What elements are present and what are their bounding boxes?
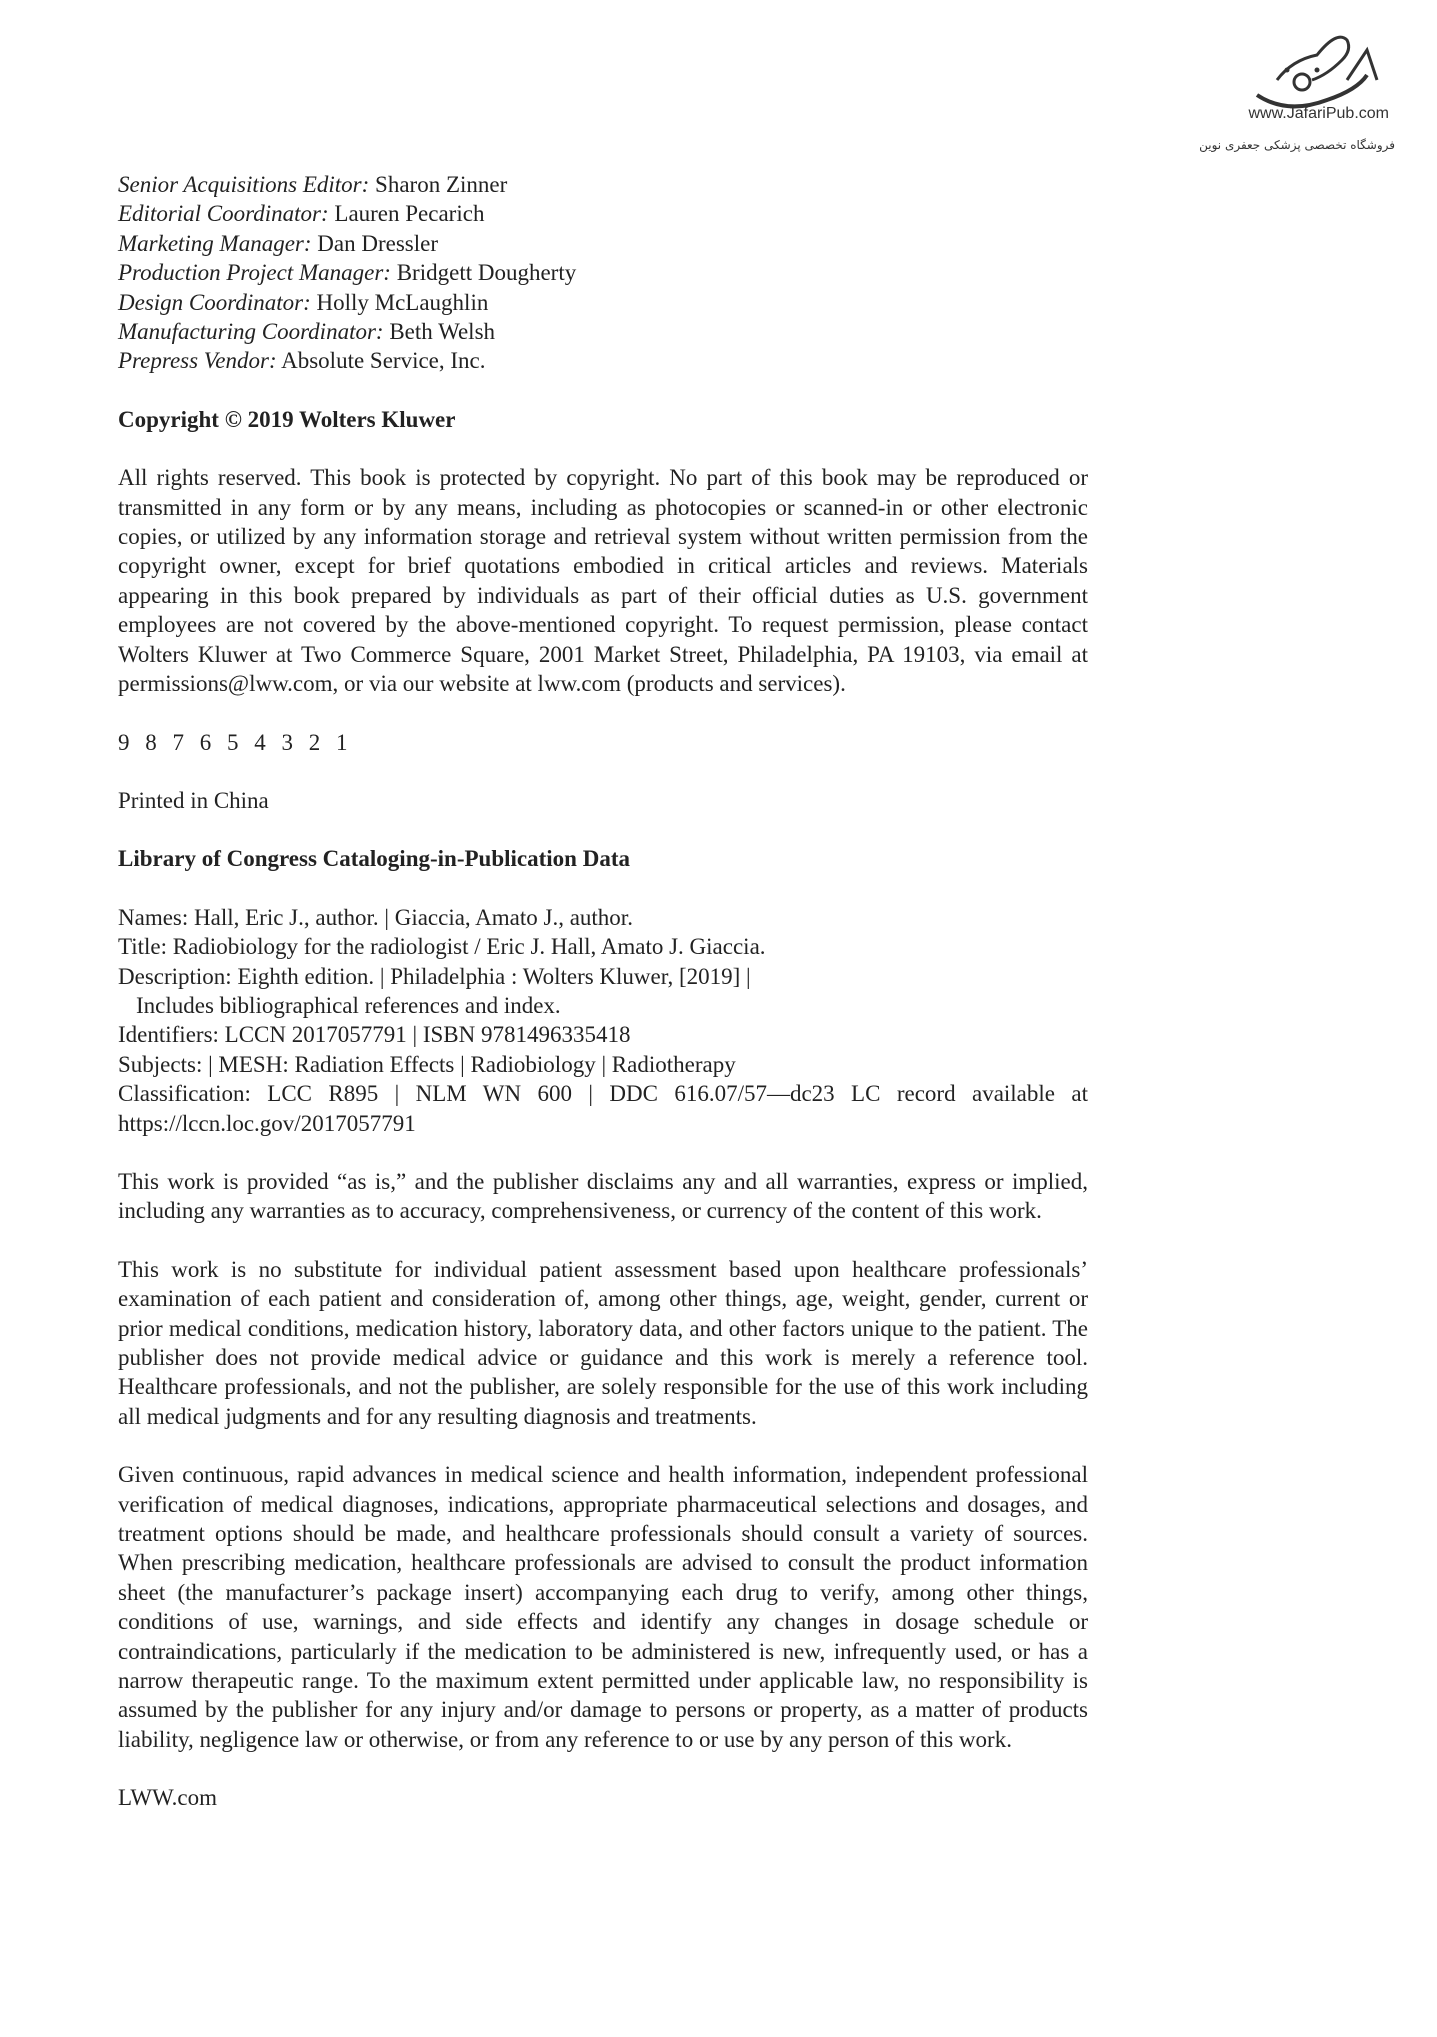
rights-paragraph: All rights reserved. This book is protected by copyright. No part of this book may be reproduced or transmitted in any form or by any means, including as photocopies or scanned-in or other electronic copies, or utilized by any information storage and retrieval system without written permission from the copyright owner, except for brief quotations embodied in critical articles and reviews. Materials appearing in this book prepared by individuals as part of their official duties as U.S. government employees are not covered by the above-mentioned copyright. To request permission, please contact Wolters Kluwer at Two Commerce Square, 2001 Market Street, Philadelphia, PA 19103, via email at permissions@lww.com, or via our website at lww.com (products and services). <box>118 465 1088 697</box>
credit-line: Design Coordinator: Holly McLaughlin <box>118 289 489 315</box>
copyright-notice: Copyright © 2019 Wolters Kluwer <box>118 406 456 432</box>
credit-line: Manufacturing Coordinator: Beth Welsh <box>118 319 496 345</box>
cip-description: Description: Eighth edition. | Philadelphia : Wolters Kluwer, [2019] | <box>118 963 751 989</box>
credit-line: Production Project Manager: Bridgett Dougherty <box>118 260 577 286</box>
cip-block <box>118 903 1088 1138</box>
cip-heading: Library of Congress Cataloging-in-Publication Data <box>118 846 630 872</box>
logo-tagline: فروشگاه تخصصی پزشکی جعفری نوین <box>1199 138 1395 152</box>
cip-classification: Classification: LCC R895 | NLM WN 600 | DDC 616.07/57—dc23 LC record available at <box>118 1081 1088 1107</box>
printed-in: Printed in China <box>118 787 269 813</box>
disclaimer-paragraph: This work is provided “as is,” and the publisher disclaims any and all warranties, express or implied, including any warranties as to accuracy, comprehensiveness, or currency of the content of this work. <box>118 1168 1088 1224</box>
cip-names: Names: Hall, Eric J., author. | Giaccia, Amato J., author. <box>118 904 633 930</box>
credit-line: Marketing Manager: Dan Dressler <box>118 230 439 256</box>
cip-subjects: Subjects: | MESH: Radiation Effects | Radiobiology | Radiotherapy <box>118 1051 736 1077</box>
impression-line: 9 8 7 6 5 4 3 2 1 <box>118 729 348 755</box>
cip-record-url: https://lccn.loc.gov/2017057791 <box>118 1110 416 1136</box>
credit-line: Prepress Vendor: Absolute Service, Inc. <box>118 348 486 374</box>
footer-site: LWW.com <box>118 1785 217 1811</box>
cip-description-cont: Includes bibliographical references and index. <box>136 992 561 1018</box>
logo-site: www.JafariPub.com <box>1248 105 1389 122</box>
disclaimer-paragraph: Given continuous, rapid advances in medical science and health information, independent professional verification of medical diagnoses, indications, appropriate pharmaceutical selections and dosages, and treatment options should be made, and healthcare professionals should consult a variety of sources. When prescribing medication, healthcare professionals are advised to consult the product information sheet (the manufacturer’s package insert) accompanying each drug to verify, among other things, conditions of use, warnings, and side effects and identify any changes in dosage schedule or contraindications, particularly if the medication to be administered is new, infrequently used, or has a narrow therapeutic range. To the maximum extent permitted under applicable law, no responsibility is assumed by the publisher for any injury and/or damage to persons or property, as a matter of products liability, negligence law or otherwise, or from any reference to or use by any person of this work. <box>118 1462 1088 1752</box>
credit-line: Senior Acquisitions Editor: Sharon Zinner <box>118 172 508 197</box>
disclaimer-paragraph: This work is no substitute for individual patient assessment based upon healthcare professionals’ examination of each patient and consideration of, among other things, age, weight, gender, current or prior medical conditions, medication history, laboratory data, and other factors unique to the patient. The publisher does not provide medical advice or guidance and this work is merely a reference tool. Healthcare professionals, and not the publisher, are solely responsible for the use of this work including all medical judgments and for any resulting diagnosis and treatments. <box>118 1256 1088 1429</box>
cip-identifiers: Identifiers: LCCN 2017057791 | ISBN 9781496335418 <box>118 1022 631 1048</box>
credit-line: Editorial Coordinator: Lauren Pecarich <box>118 201 485 227</box>
copyright-page <box>118 170 1088 1813</box>
credits <box>118 170 1088 376</box>
cip-title: Title: Radiobiology for the radiologist / Eric J. Hall, Amato J. Giaccia. <box>118 934 766 960</box>
